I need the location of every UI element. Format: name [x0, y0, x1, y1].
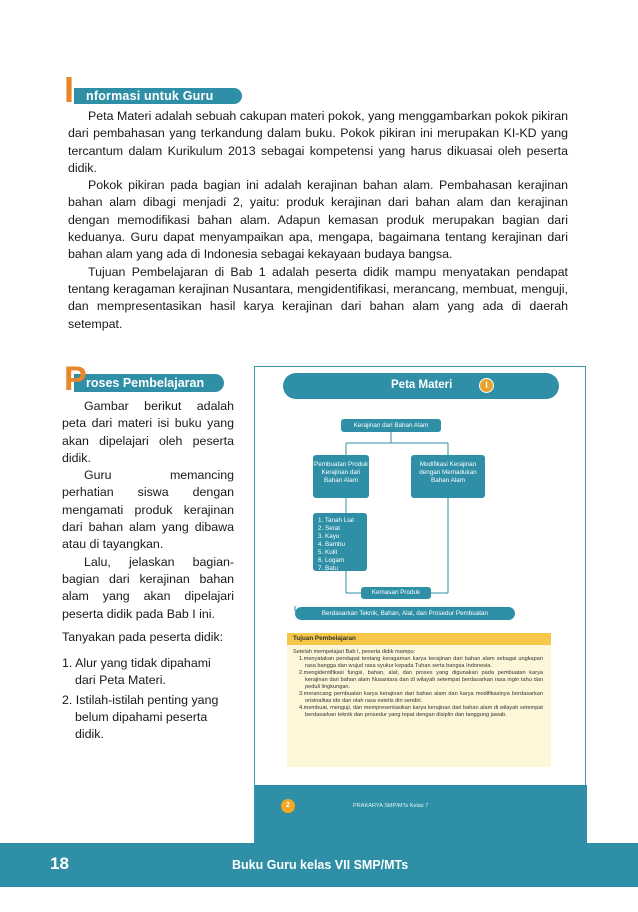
tujuan-title: Tujuan Pembelajaran	[293, 635, 356, 642]
informasi-text	[68, 108, 568, 333]
header-title: nformasi untuk Guru	[86, 89, 214, 103]
list-item: 1. Alur yang tidak dipahami dari Peta Materi.	[62, 656, 211, 688]
list-item: 2. Serat	[318, 525, 341, 532]
flow-box-kemasan: Kemasan Produk	[361, 587, 431, 599]
chapter-badge: I	[479, 378, 494, 393]
list-item: 2.mengidentifikasi fungsi, bahan, alat, dan proses yang digunakan pada pembuatan karya kerajinan dari bahan alam Nusantara dan di wilayah setempat berdasarkan rasa ingin tahu dan peduli lingkungan.	[299, 670, 543, 690]
flow-box-left: Pembuatan Produk Kerajinan dari Bahan Alam	[313, 455, 369, 498]
flow-box-top: Kerajinan dari Bahan Alam	[341, 419, 441, 432]
peta-materi-title: Peta Materi	[391, 379, 453, 391]
list-item: 8. Rotan	[318, 573, 342, 580]
list-item: 1. Tanah Liat	[318, 517, 354, 524]
list-item: 1.menyatakan pendapat tentang keragaman karya kerajinan dari bahan alam sebagai ungkapan rasa bangga dan wujud rasa syukur kepada Tuhan serta bangsa Indonesia.	[299, 656, 543, 669]
list-item: 4. Bambu	[318, 541, 345, 548]
page-number: 18	[50, 854, 69, 873]
book-page-thumbnail	[254, 366, 586, 854]
proses-paragraph-1: Gambar berikut adalah peta dari materi isi buku yang akan dipelajari oleh peserta didik.	[62, 399, 234, 465]
informasi-paragraph-1: Peta Materi adalah sebuah cakupan materi pokok, yang menggambarkan pokok pikiran dari pembahasan yang terkandung dalam buku. Pokok pikiran ini merupakan KI-KD yang tercantum dalam Kurikulum 2013 sebagai kompetensi yang harus dikuasai oleh peserta didik.	[68, 109, 568, 175]
informasi-paragraph-3: Tujuan Pembelajaran di Bab 1 adalah peserta didik mampu menyatakan pendapat tentang keragaman kerajinan Nusantara, mengidentifikasi, merancang, membuat, menguji, dan mempresentasikan hasil karya kerajinan dari bahan alam yang ada di daerah setempat.	[68, 264, 568, 331]
tujuan-list	[299, 656, 543, 719]
tujuan-intro: Setelah mempelajari Bab I, peserta didik mampu:	[293, 649, 416, 655]
book-footer-title: PRAKARYA SMP/MTs Kelas 7	[353, 803, 429, 809]
list-item: 7. Batu	[318, 565, 338, 572]
tujuan-pembelajaran-box	[287, 633, 551, 767]
book-title: Buku Guru kelas VII SMP/MTs	[232, 858, 409, 872]
section-header-informasi	[62, 69, 242, 110]
book-page-number: 2	[281, 799, 295, 813]
list-item: 4.membuat, menguji, dan mempresentasikan karya kerajinan dari bahan alam di wilayah setempat berdasarkan teknik dan prosedur yang tepat dengan disiplin dan tanggung jawab.	[299, 705, 543, 718]
header-title: roses Pembelajaran	[86, 376, 205, 390]
informasi-paragraph-2: Pokok pikiran pada bagian ini adalah kerajinan bahan alam. Pembahasan kerajinan bahan alam dibagi menjadi 2, yaitu: produk kerajinan dari bahan alam dan kerajinan dengan memodifikasi bahan alam. Adapun kemasan produk merupakan bagian dari keduanya. Guru dapat menyampaikan apa, mengapa, bagaimana tentang kerajinan dari bahan alam yang ada di Indonesia sebagai kekayaan budaya bangsa.	[68, 178, 568, 262]
proses-text	[62, 398, 234, 746]
flow-box-bottom: Berdasarkan Teknik, Bahan, Alat, dan Prosedur Pembuatan	[295, 607, 515, 620]
flow-box-right: Modifikasi Kerajinan dengan Memadukan Bahan Alam	[411, 455, 485, 498]
question-list	[62, 655, 234, 743]
header-initial: I	[64, 69, 75, 110]
list-item: 2. Istilah-istilah penting yang belum dipahami peserta didik.	[62, 692, 219, 742]
flow-material-list	[313, 513, 367, 580]
tujuan-header	[287, 633, 551, 645]
list-item: 3. Kayu	[318, 533, 340, 540]
header-initial: P	[64, 360, 87, 398]
list-item: 5. Kulit	[318, 549, 338, 556]
proses-paragraph-2: Guru memancing perhatian siswa dengan mengamati produk kerajinan dari bahan alam yang dibawa atau di tayangkan.	[62, 468, 234, 552]
list-item: 6. Logam	[318, 557, 345, 564]
page-footer	[0, 843, 638, 887]
section-header-proses	[64, 360, 234, 398]
list-item: 3.merancang pembuatan karya kerajinan dari bahan alam dan karya modifikasinya berdasarkan orisinalitas ide dan olah rasa estetis diri sendiri.	[299, 691, 543, 704]
ask-label: Tanyakan pada peserta didik:	[62, 629, 224, 644]
proses-paragraph-3: Lalu, jelaskan bagian-bagian dari kerajinan bahan alam yang akan dipelajari peserta didik pada Bab I ini.	[62, 554, 234, 621]
